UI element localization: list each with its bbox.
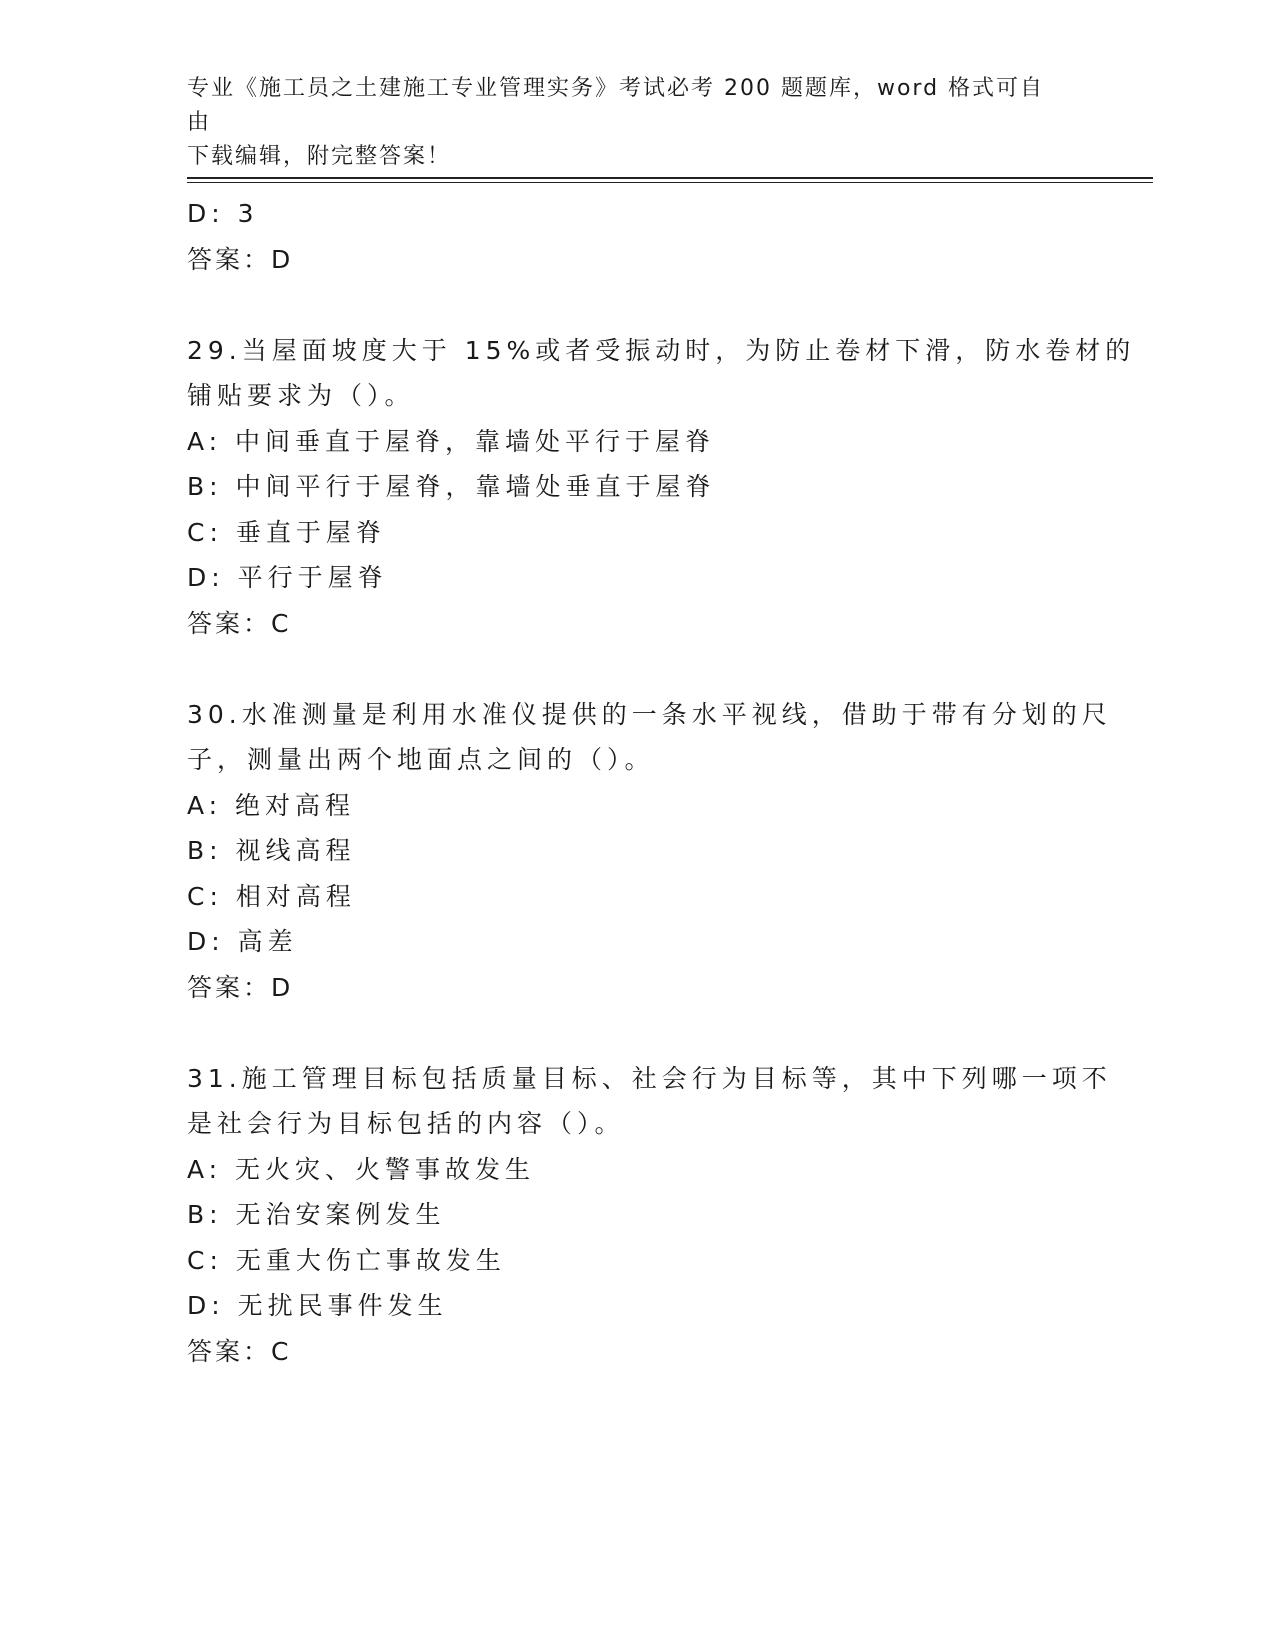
question-text — [187, 692, 1112, 783]
header-line-1: 专业《施工员之土建施工专业管理实务》考试必考 200 题题库，word 格式可自由 — [187, 76, 1045, 135]
answer: 答案：C — [187, 608, 292, 638]
prev-answer: 答案：D — [187, 244, 294, 274]
question-text-line-1: 30.水准测量是利用水准仪提供的一条水平视线，借助于带有分划的尺 — [187, 699, 1112, 729]
answer: 答案：D — [187, 972, 294, 1002]
spacer — [187, 646, 1087, 692]
option-b: B: 中间平行于屋脊，靠墙处垂直于屋脊 — [187, 472, 716, 501]
spacer — [187, 1010, 1087, 1056]
question-text — [187, 328, 1136, 419]
option-d: D: 高差 — [187, 927, 298, 956]
header-rule-thick — [187, 177, 1153, 179]
question-text — [187, 1056, 1112, 1147]
question-30 — [187, 692, 1112, 1011]
question-text-line-2: 是社会行为目标包括的内容（）。 — [187, 1109, 625, 1138]
prev-option-d: D: 3 — [187, 199, 259, 228]
answer: 答案：C — [187, 1336, 292, 1366]
document-header — [187, 72, 1067, 174]
question-text-line-2: 铺贴要求为（）。 — [187, 381, 415, 410]
option-d: D: 平行于屋脊 — [187, 563, 388, 592]
option-c: C: 相对高程 — [187, 881, 356, 911]
question-content — [187, 191, 1136, 1374]
option-a: A: 中间垂直于屋脊，靠墙处平行于屋脊 — [187, 426, 716, 456]
option-c: C: 无重大伤亡事故发生 — [187, 1245, 506, 1275]
option-a: A: 绝对高程 — [187, 790, 356, 820]
option-a: A: 无火灾、火警事故发生 — [187, 1154, 536, 1184]
question-31 — [187, 1056, 1112, 1375]
question-29 — [187, 328, 1136, 647]
question-text-line-1: 31.施工管理目标包括质量目标、社会行为目标等，其中下列哪一项不 — [187, 1063, 1112, 1093]
option-c: C: 垂直于屋脊 — [187, 517, 386, 547]
question-text-line-2: 子，测量出两个地面点之间的（）。 — [187, 745, 655, 774]
option-b: B: 无治安案例发生 — [187, 1200, 446, 1229]
header-rule-thin — [187, 182, 1153, 183]
question-text-line-1: 29.当屋面坡度大于 15%或者受振动时，为防止卷材下滑，防水卷材的 — [187, 335, 1136, 365]
spacer — [187, 282, 1087, 328]
header-line-2: 下载编辑，附完整答案！ — [187, 144, 452, 169]
option-b: B: 视线高程 — [187, 836, 356, 865]
option-d: D: 无扰民事件发生 — [187, 1291, 448, 1320]
